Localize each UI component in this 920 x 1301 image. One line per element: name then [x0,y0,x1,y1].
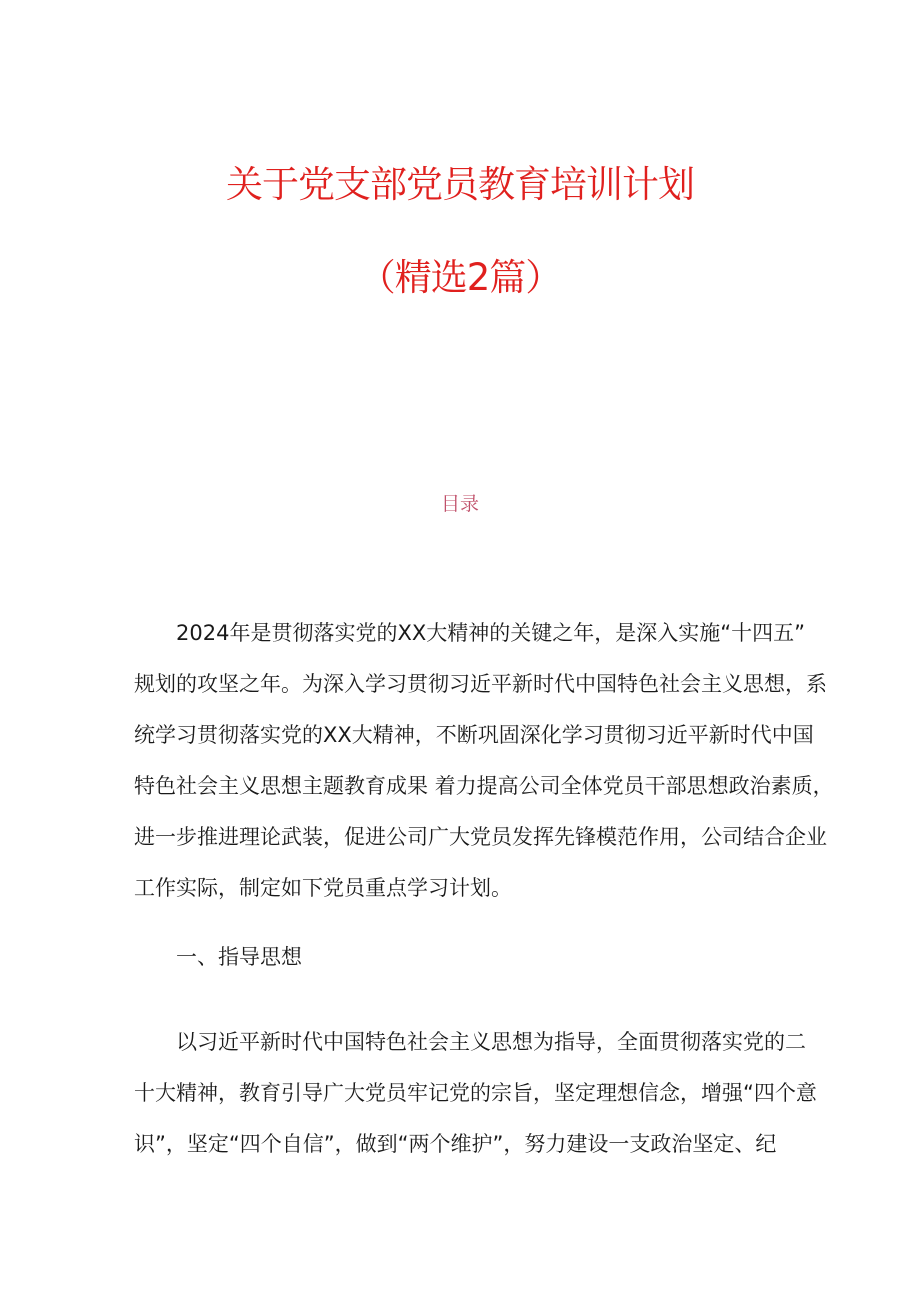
paragraph-line: 特色社会主义思想主题教育成果 着力提高公司全体党员干部思想政治素质， [134,774,834,798]
paragraph-line: 2024年是贯彻落实党的XX大精神的关键之年，是深入实施“十四五” [176,621,805,645]
paragraph-line: 规划的攻坚之年。为深入学习贯彻习近平新时代中国特色社会主义思想，系 [134,672,827,696]
document-title: 关于党支部党员教育培训计划 [226,163,694,206]
paragraph-line: 进一步推进理论武装，促进公司广大党员发挥先锋模范作用，公司结合企业 [134,825,827,849]
paragraph-line: 识”，坚定“四个自信”，做到“两个维护”，努力建设一支政治坚定、纪 [134,1132,777,1156]
paragraph-line: 十大精神，教育引导广大党员牢记党的宗旨，坚定理想信念，增强“四个意 [134,1081,817,1105]
paragraph-line: 以习近平新时代中国特色社会主义思想为指导，全面贯彻落实党的二 [176,1030,806,1054]
guiding-thought-paragraph [134,1017,817,1170]
document-subtitle: （精选2篇） [358,256,562,299]
intro-paragraph [134,608,834,914]
paragraph-line: 统学习贯彻落实党的XX大精神，不断巩固深化学习贯彻习近平新时代中国 [134,723,814,747]
table-of-contents-label: 目录 [440,493,479,515]
paragraph-line: 工作实际，制定如下党员重点学习计划。 [134,876,512,900]
section-heading: 一、指导思想 [176,945,302,969]
